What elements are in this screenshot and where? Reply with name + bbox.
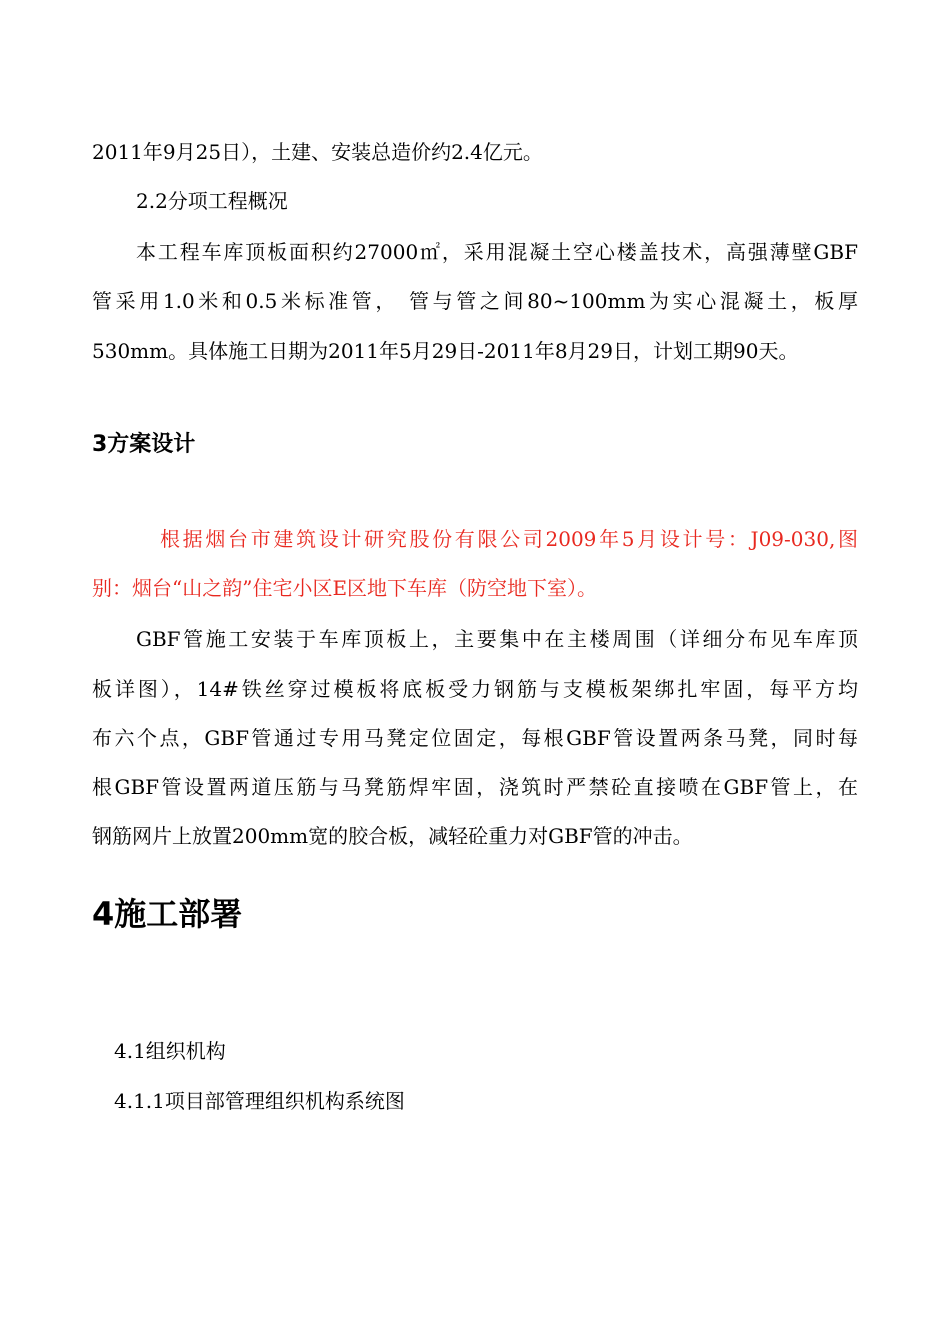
paragraph-line: 2011年9月25日），土建、安装总造价约2.4亿元。: [92, 140, 543, 164]
paragraph-line: 钢筋网片上放置200mm宽的胶合板，减轻砼重力对GBF管的冲击。: [92, 824, 693, 848]
section-heading-4: 4施工部署: [92, 895, 243, 933]
paragraph-line: 根GBF管设置两道压筋与马凳筋焊牢固，浇筑时严禁砼直接喷在GBF管上，在: [92, 775, 858, 799]
paragraph-line: 530mm。具体施工日期为2011年5月29日-2011年8月29日，计划工期90天。: [92, 339, 799, 363]
paragraph-line: 管采用1.0米和0.5米标准管， 管与管之间80~100mm为实心混凝土，板厚: [92, 289, 858, 313]
subsection-heading-2-2: 2.2分项工程概况: [136, 189, 288, 213]
paragraph-line: GBF管施工安装于车库顶板上，主要集中在主楼周围（详细分布见车库顶: [136, 627, 858, 651]
highlighted-paragraph-line: 根据烟台市建筑设计研究股份有限公司2009年5月设计号：J09-030,图: [160, 527, 858, 551]
text-fragment: 本工程车库顶板面积约27000㎡: [136, 240, 442, 264]
highlighted-paragraph-line: 别：烟台“山之韵”住宅小区E区地下车库（防空地下室）。: [92, 576, 598, 600]
subsection-heading-4-1: 4.1组织机构: [114, 1039, 226, 1063]
paragraph-line: 布六个点，GBF管通过专用马凳定位固定，每根GBF管设置两条马凳，同时每: [92, 726, 858, 750]
paragraph-line: [136, 239, 858, 265]
paragraph-line: 板详图），14#铁丝穿过模板将底板受力钢筋与支模板架绑扎牢固，每平方均: [92, 677, 858, 701]
subsection-heading-4-1-1: 4.1.1项目部管理组织机构系统图: [114, 1089, 405, 1113]
section-heading-3: 3方案设计: [92, 432, 196, 457]
text-fragment: ，采用混凝土空心楼盖技术，高强薄壁GBF: [441, 240, 858, 264]
